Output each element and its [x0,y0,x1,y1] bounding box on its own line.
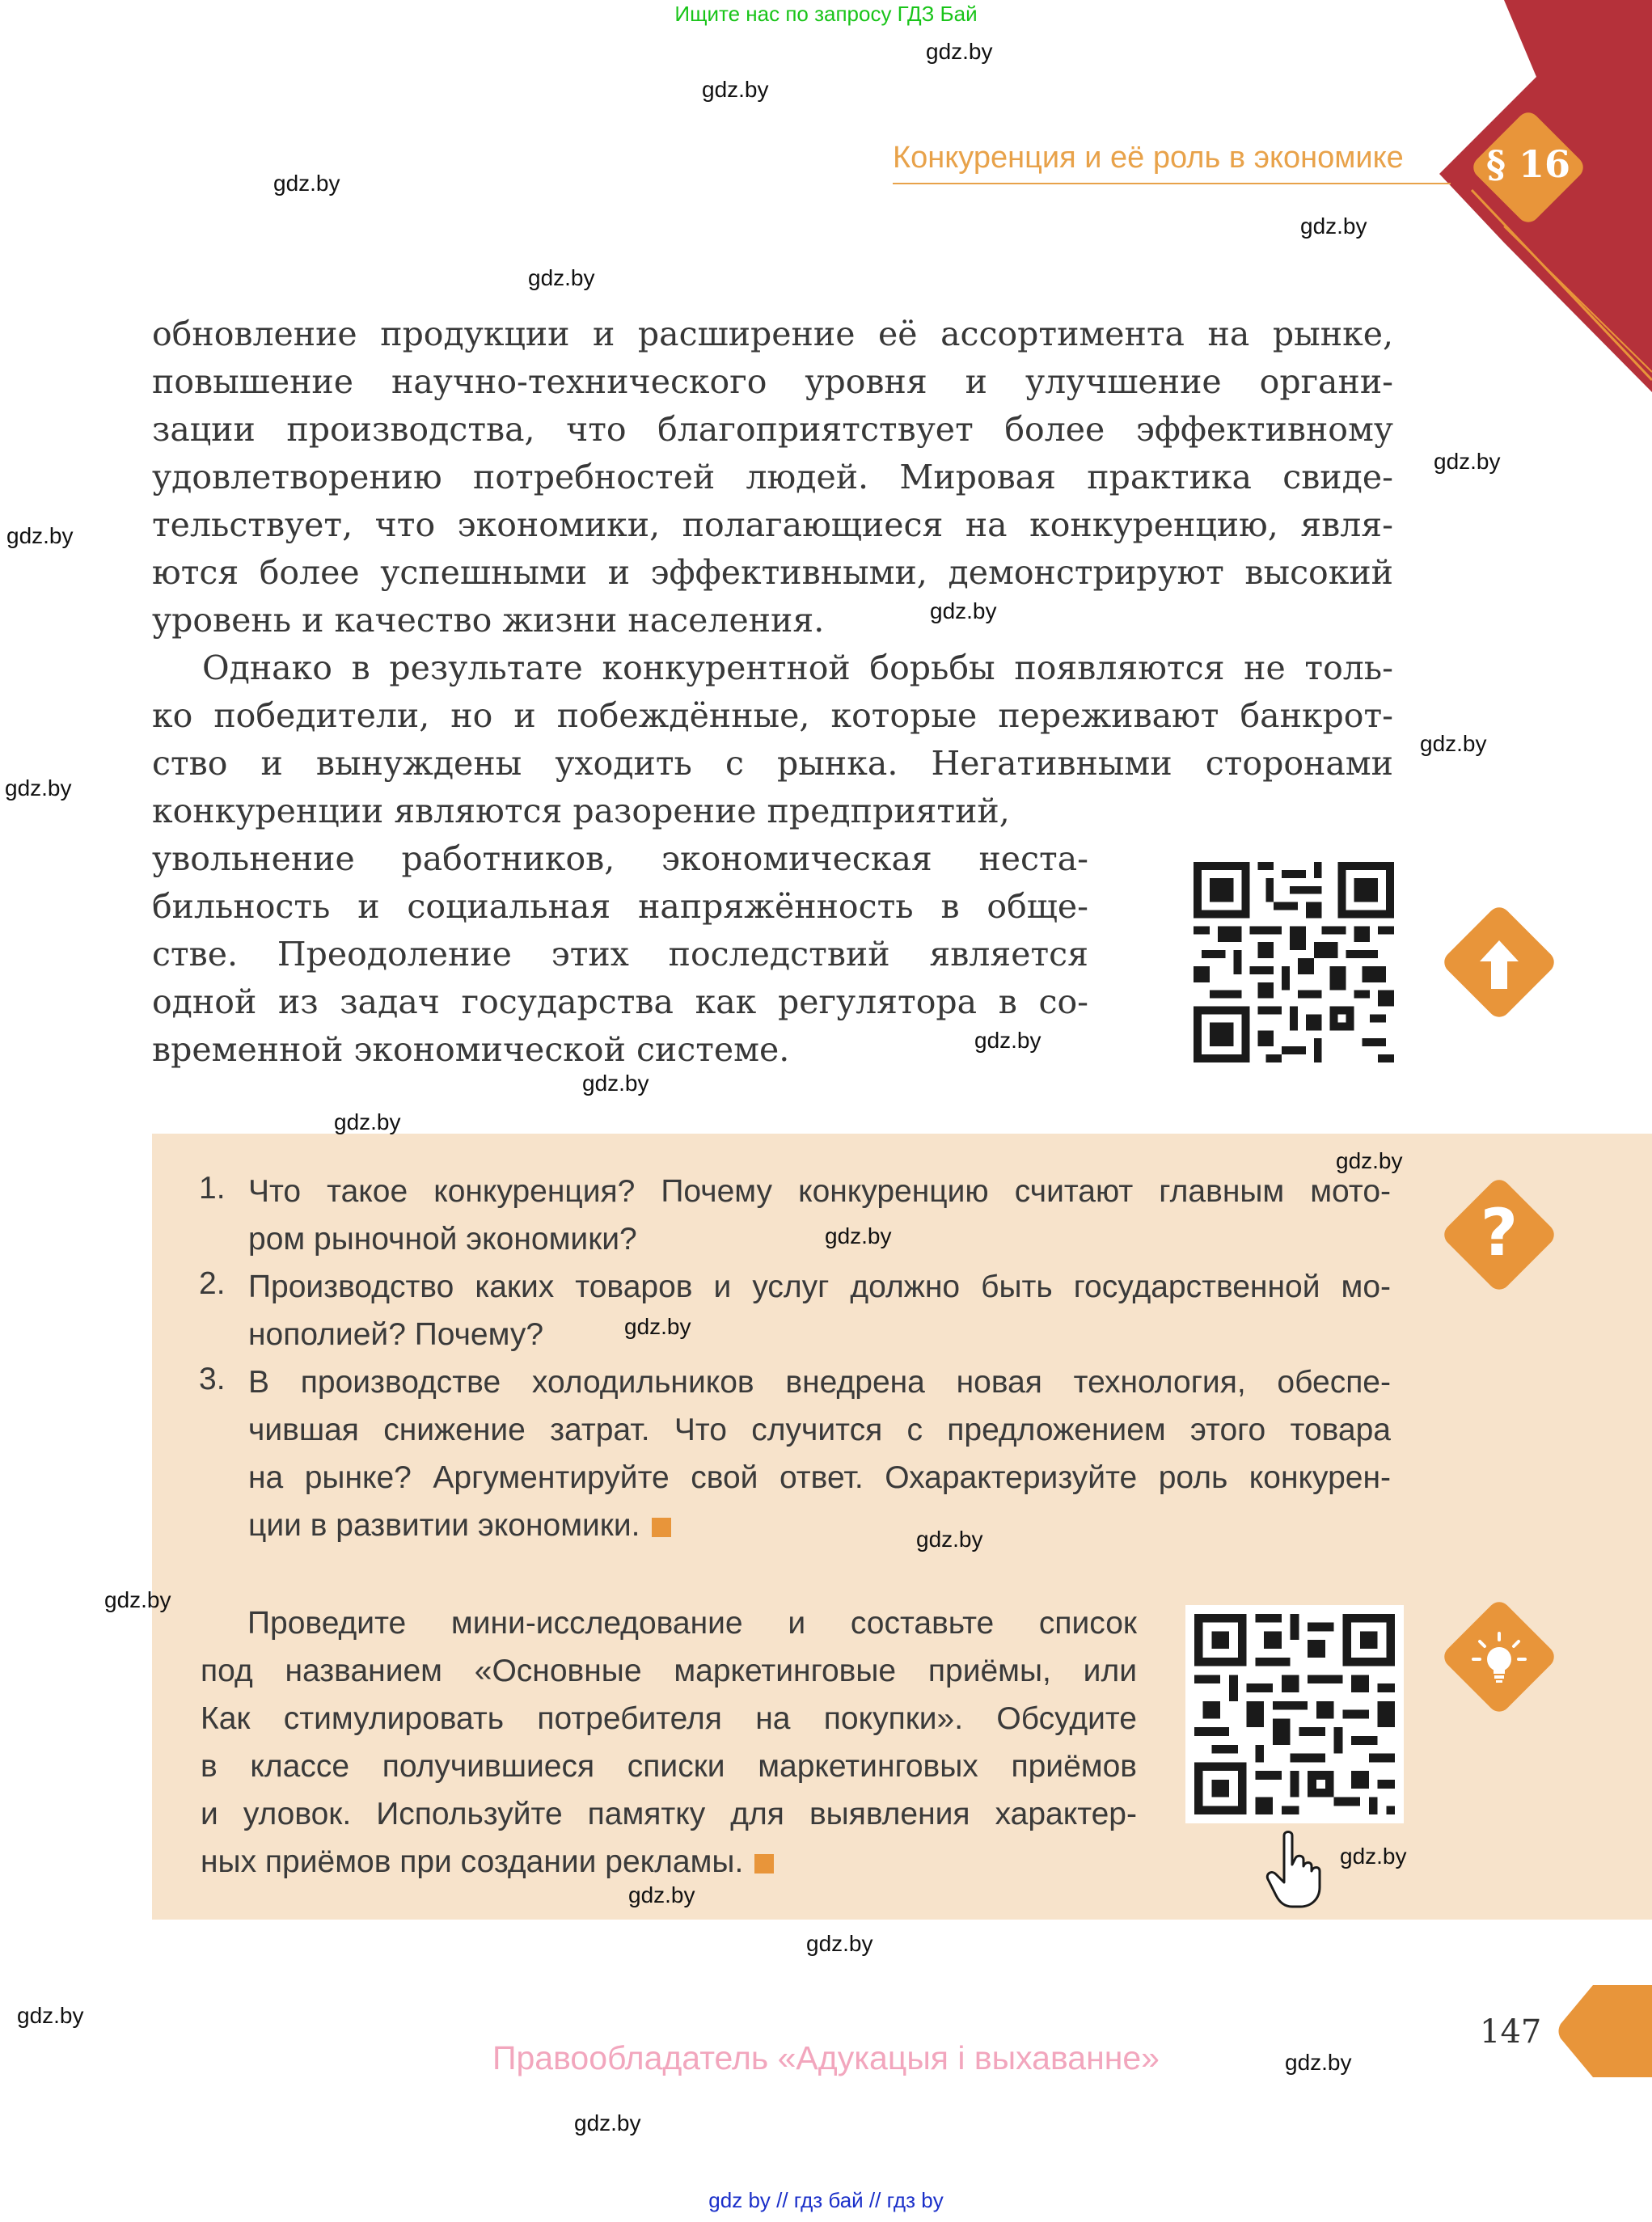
text-line: В производстве холодильников внедрена новая технология, обеспе- [248,1365,1391,1400]
watermark: gdz.by [6,523,74,548]
paragraph-1 [152,310,1393,644]
text-line: и уловок. Используйте памятку для выявления характер- [201,1797,1137,1831]
question-3-last-line: ции в развитии экономики. [248,1508,640,1543]
question-number: 1. [199,1171,226,1206]
watermark: gdz.by [5,775,72,801]
text-line: бильность и социальная напряжённость в обще- [152,887,1088,926]
text-line: ко победители, но и побеждённые, которые переживают банкрот- [152,696,1393,735]
question-number: 3. [199,1362,226,1396]
pointing-hand-icon[interactable] [1261,1829,1329,1910]
watermark: gdz.by [930,598,997,623]
watermark: gdz.by [974,1028,1041,1053]
header-underline [893,183,1451,184]
watermark: gdz.by [806,1931,873,1956]
watermark: gdz.by [273,171,340,196]
text-line: чившая снижение затрат. Что случится с предложением этого товара [248,1413,1391,1447]
research-task [201,1599,1137,1886]
question-1 [248,1168,1391,1263]
watermark: gdz.by [1420,731,1487,756]
watermark: gdz.by [825,1223,892,1248]
text-line: временной экономической системе. [152,1030,790,1069]
text-line: в классе получившиеся списки маркетинговых приёмов [201,1749,1137,1784]
section-badge: § 16 [1485,142,1571,186]
question-number: 2. [199,1266,226,1301]
text-line: увольнение работников, экономическая неста- [152,839,1088,878]
paragraph-2-wide [152,644,1393,788]
watermark: gdz.by [926,39,993,64]
watermark: gdz.by [1285,2050,1352,2075]
text-line: Как стимулировать потребителя на покупки». Обсудите [201,1701,1137,1736]
qr-code-1[interactable] [1194,862,1394,1062]
watermark: gdz.by [1340,1844,1407,1869]
copyright-notice: Правообладатель «Адукацыя і выхаванне» [492,2039,1160,2076]
lightbulb-icon [1470,1630,1528,1688]
paragraph-2-narrow [152,788,1088,1074]
arrow-up-icon[interactable] [1480,940,1519,989]
text-line: тельствует, что экономики, полагающиеся на конкуренцию, явля- [152,505,1393,544]
text-line [248,1502,1391,1549]
text-line: удовлетворению потребностей людей. Мировая практика свиде- [152,458,1393,496]
watermark: gdz.by [1336,1148,1403,1173]
text-line: Однако в результате конкурентной борьбы появляются не толь- [202,648,1393,687]
bottom-links[interactable]: gdz by // гдз бай // гдз by [708,2188,944,2212]
text-line [201,1838,1137,1886]
page-number: 147 [1480,2013,1542,2051]
text-line: Что такое конкуренция? Почему конкуренцию считают главным мото- [248,1174,1391,1209]
text-line: ство и вынуждены уходить с рынка. Негативными сторонами [152,744,1393,783]
watermark: gdz.by [582,1071,649,1096]
text-line: обновление продукции и расширение её ассортимента на рынке, [152,315,1393,353]
question-2 [248,1263,1391,1358]
question-3 [248,1358,1391,1549]
text-line: на рынке? Аргументируйте свой ответ. Охарактеризуйте роль конкурен- [248,1460,1391,1495]
text-line: Проведите мини-исследование и составьте список [247,1606,1137,1641]
watermark: gdz.by [624,1314,691,1339]
watermark: gdz.by [628,1882,695,1907]
text-line: ются более успешными и эффективными, демонстрируют высокий [152,553,1393,592]
text-line: стве. Преодоление этих последствий является [152,935,1088,974]
text-line: одной из задач государства как регулятора в со- [152,982,1088,1021]
watermark: gdz.by [17,2003,84,2028]
text-line: конкуренции являются разорение предприятий, [152,792,1010,830]
text-line: Производство каких товаров и услуг должно быть государственной мо- [248,1269,1391,1304]
text-line: под названием «Основные маркетинговые приёмы, или [201,1654,1137,1688]
text-line: нополией? Почему? [248,1317,544,1352]
top-search-banner[interactable]: Ищите нас по запросу ГДЗ Бай [674,2,978,26]
end-square-icon [652,1518,671,1537]
page-header-title: Конкуренция и её роль в экономике [893,141,1404,175]
text-line: зации производства, что благоприятствует более эффективному [152,410,1393,449]
watermark: gdz.by [104,1587,171,1612]
text-line: ром рыночной экономики? [248,1222,637,1257]
question-icon: ? [1480,1195,1519,1270]
text-line: уровень и качество жизни населения. [152,601,825,640]
end-square-icon [754,1854,774,1873]
watermark: gdz.by [528,265,595,290]
watermark: gdz.by [1434,449,1501,474]
text-line: повышение научно-технического уровня и улучшение органи- [152,362,1393,401]
watermark: gdz.by [916,1527,983,1552]
watermark: gdz.by [1300,213,1367,239]
watermark: gdz.by [574,2110,641,2135]
watermark: gdz.by [334,1109,401,1134]
watermark: gdz.by [702,77,769,102]
research-task-last-line: ных приёмов при создании рекламы. [201,1844,744,1879]
qr-code-2[interactable] [1185,1605,1404,1823]
